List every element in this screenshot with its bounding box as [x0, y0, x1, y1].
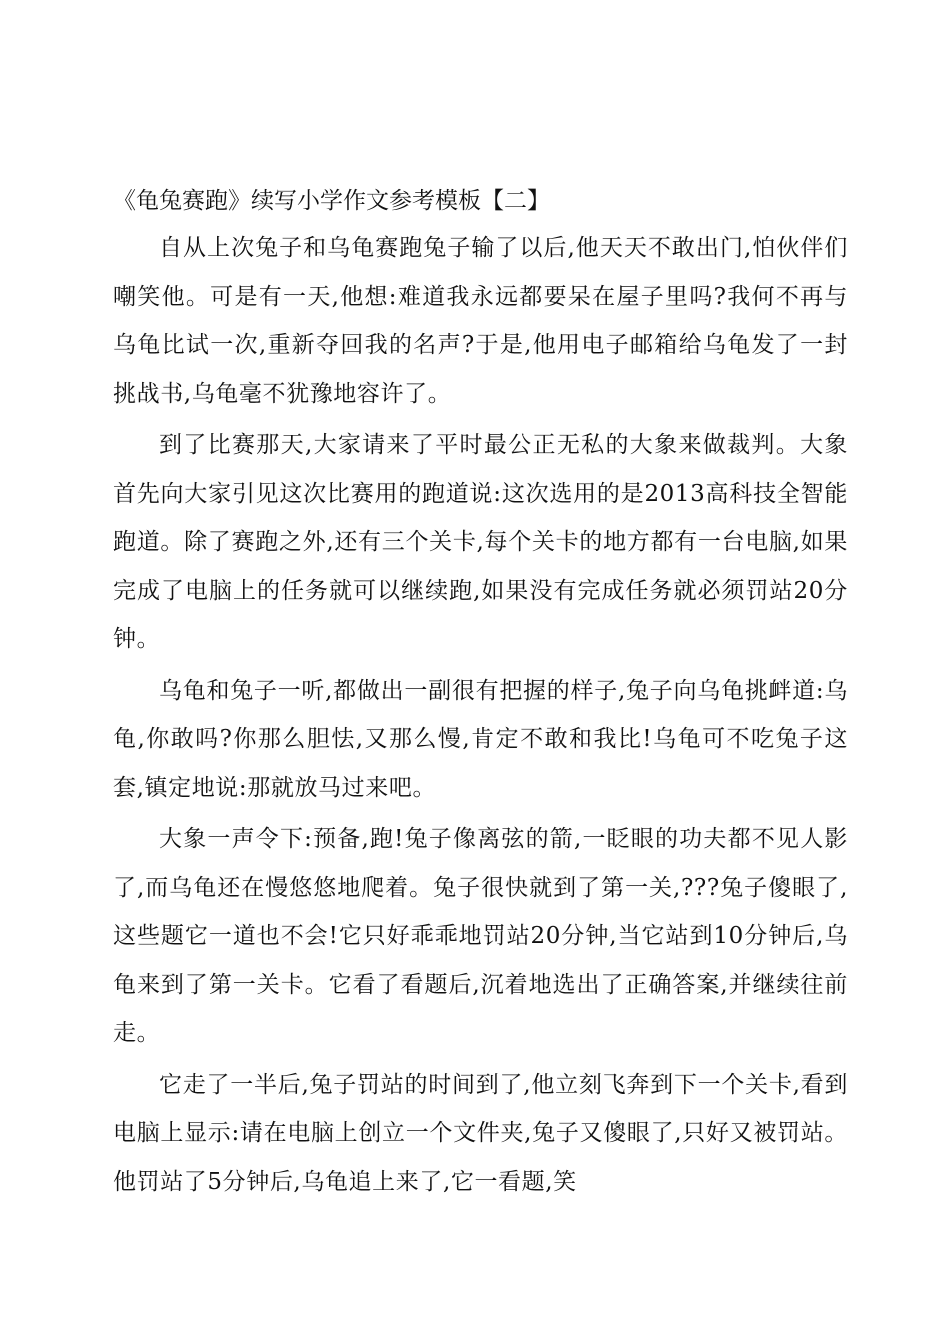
paragraph-5: 它走了一半后,兔子罚站的时间到了,他立刻飞奔到下一个关卡,看到电脑上显示:请在电脑上创立一个文件夹,兔子又傻眼了,只好又被罚站。他罚站了5分钟后,乌龟追上来了,它一看题,笑: [113, 1071, 848, 1195]
paragraph-3: 乌龟和兔子一听,都做出一副很有把握的样子,兔子向乌龟挑衅道:乌龟,你敢吗?你那么胆怯,又那么慢,肯定不敢和我比!乌龟可不吃兔子这套,镇定地说:那就放马过来吧。: [113, 677, 848, 801]
paragraph-1: 自从上次兔子和乌龟赛跑兔子输了以后,他天天不敢出门,怕伙伴们嘲笑他。可是有一天,他想:难道我永远都要呆在屋子里吗?我何不再与乌龟比试一次,重新夺回我的名声?于是,他用电子邮箱给乌龟发了一封挑战书,乌龟毫不犹豫地容许了。: [113, 235, 848, 407]
document-body: [113, 178, 848, 1209]
paragraph-4: 大象一声令下:预备,跑!兔子像离弦的箭,一眨眼的功夫都不见人影了,而乌龟还在慢悠悠地爬着。兔子很快就到了第一关,???兔子傻眼了,这些题它一道也不会!它只好乖乖地罚站20分钟,当它站到10分钟后,乌龟来到了第一关卡。它看了看题后,沉着地选出了正确答案,并继续往前走。: [113, 826, 848, 1046]
paragraph-2: 到了比赛那天,大家请来了平时最公正无私的大象来做裁判。大象首先向大家引见这次比赛用的跑道说:这次选用的是2013高科技全智能跑道。除了赛跑之外,还有三个关卡,每个关卡的地方都有一台电脑,如果完成了电脑上的任务就可以继续跑,如果没有完成任务就必须罚站20分钟。: [113, 432, 848, 652]
document-title: 《龟兔赛跑》续写小学作文参考模板【二】: [113, 188, 550, 214]
